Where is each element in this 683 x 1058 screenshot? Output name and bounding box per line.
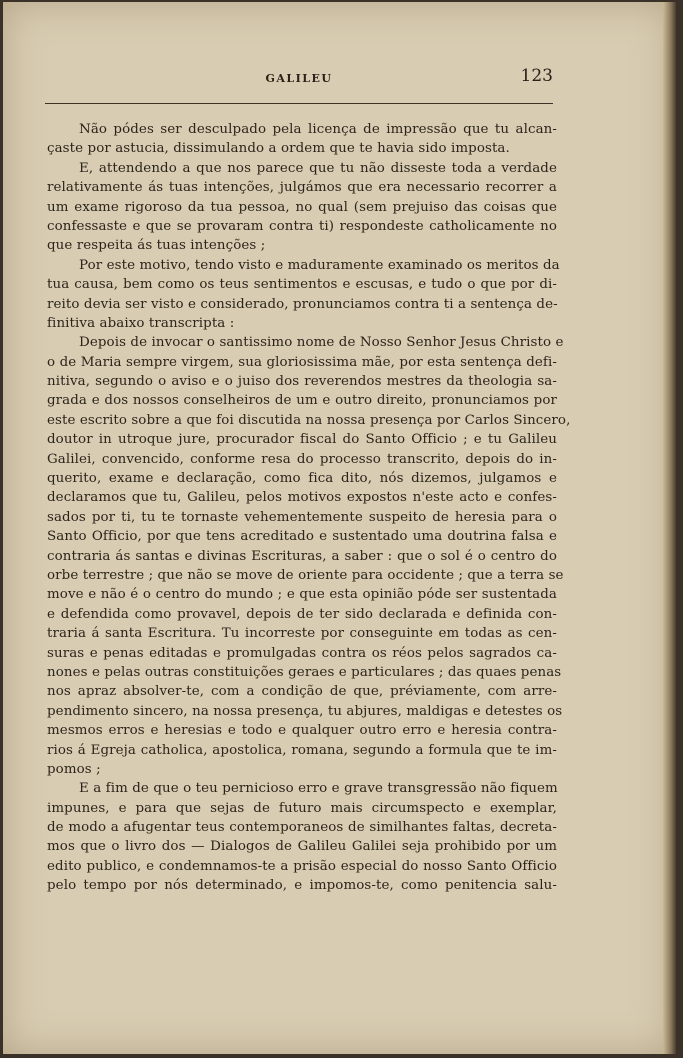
text-line: E, attendendo a que nos parece que tu não disseste toda a verdade bbox=[79, 160, 557, 176]
body-text bbox=[47, 120, 571, 896]
header-rule bbox=[45, 103, 553, 104]
text-line: o de Maria sempre virgem, sua gloriosissima mãe, por esta sentença defi- bbox=[47, 354, 557, 370]
text-line: declaramos que tu, Galileu, pelos motivos expostos n'este acto e confes- bbox=[47, 490, 557, 506]
text-line: Depois de invocar o santissimo nome de Nosso Senhor Jesus Christo e bbox=[79, 335, 564, 351]
text-line: E a fim de que o teu pernicioso erro e grave transgressão não fiquem bbox=[79, 781, 558, 797]
text-line: orbe terrestre ; que não se move de oriente para occidente ; que a terra se bbox=[47, 567, 564, 583]
text-line: pendimento sincero, na nossa presença, tu abjures, maldigas e detestes os bbox=[47, 703, 563, 719]
page-number: 123 bbox=[520, 66, 553, 86]
text-line: pomos ; bbox=[47, 761, 101, 777]
text-line: Santo Officio, por que tens acreditado e sustentado uma doutrina falsa e bbox=[47, 529, 557, 545]
text-line: um exame rigoroso da tua pessoa, no qual (sem prejuiso das coisas que bbox=[47, 199, 557, 215]
running-header bbox=[45, 66, 553, 90]
text-line: tua causa, bem como os teus sentimentos e escusas, e tudo o que por di- bbox=[47, 277, 557, 293]
text-line: querito, exame e declaração, como fica dito, nós dizemos, julgamos e bbox=[47, 471, 557, 487]
text-line: confessaste e que se provaram contra ti) respondeste catholicamente no bbox=[47, 218, 557, 234]
text-line: move e não é o centro do mundo ; e que esta opinião póde ser sustentada bbox=[47, 587, 557, 603]
text-line: relativamente ás tuas intenções, julgámos que era necessario recorrer a bbox=[47, 180, 557, 196]
text-line: nos apraz absolver-te, com a condição de que, préviamente, com arre- bbox=[47, 684, 557, 700]
text-line: suras e penas editadas e promulgadas contra os réos pelos sagrados ca- bbox=[47, 645, 557, 661]
text-line: mesmos erros e heresias e todo e qualquer outro erro e heresia contra- bbox=[47, 723, 557, 739]
text-line: reito devia ser visto e considerado, pronunciamos contra ti a sentença de- bbox=[47, 296, 558, 312]
text-line: e defendida como provavel, depois de ter sido declarada e definida con- bbox=[47, 606, 557, 622]
text-line: sados por ti, tu te tornaste vehementemente suspeito de heresia para o bbox=[47, 509, 557, 525]
text-line: rios á Egreja catholica, apostolica, romana, segundo a formula que te im- bbox=[47, 742, 557, 758]
text-line: grada e dos nossos conselheiros de um e outro direito, pronunciamos por bbox=[47, 393, 557, 409]
text-line: Por este motivo, tendo visto e maduramente examinado os meritos da bbox=[79, 257, 560, 273]
text-line: doutor in utroque jure, procurador fiscal do Santo Officio ; e tu Galileu bbox=[47, 432, 557, 448]
text-line: que respeita ás tuas intenções ; bbox=[47, 238, 266, 254]
text-line: nitiva, segundo o aviso e o juiso dos reverendos mestres da theologia sa- bbox=[47, 374, 557, 390]
text-line: nones e pelas outras constituições geraes e particulares ; das quaes penas bbox=[47, 664, 562, 680]
text-line: impunes, e para que sejas de futuro mais circumspecto e exemplar, bbox=[47, 800, 557, 816]
text-line: mos que o livro dos — Dialogos de Galileu Galilei seja prohibido por um bbox=[47, 839, 557, 855]
text-line: Não pódes ser desculpado pela licença de impressão que tu alcan- bbox=[79, 122, 557, 137]
book-spine-shadow bbox=[663, 2, 676, 1054]
text-line: pelo tempo por nós determinado, e impomos-te, como penitencia salu- bbox=[47, 878, 557, 894]
text-line: çaste por astucia, dissimulando a ordem que te havia sido imposta. bbox=[47, 141, 510, 157]
text-line: de modo a afugentar teus contemporaneos de similhantes faltas, decreta- bbox=[47, 820, 557, 836]
text-line: finitiva abaixo transcripta : bbox=[47, 315, 235, 331]
text-line: Galilei, convencido, conforme resa do processo transcrito, depois do in- bbox=[47, 451, 557, 467]
text-line: traria á santa Escritura. Tu incorreste por conseguinte em todas as cen- bbox=[47, 626, 557, 642]
text-line: contraria ás santas e divinas Escrituras, a saber : que o sol é o centro do bbox=[47, 548, 557, 564]
text-line: este escrito sobre a que foi discutida na nossa presença por Carlos Sincero, bbox=[47, 412, 571, 428]
running-title: GALILEU bbox=[265, 72, 333, 85]
text-line: edito publico, e condemnamos-te a prisão especial do nosso Santo Officio bbox=[47, 858, 557, 874]
